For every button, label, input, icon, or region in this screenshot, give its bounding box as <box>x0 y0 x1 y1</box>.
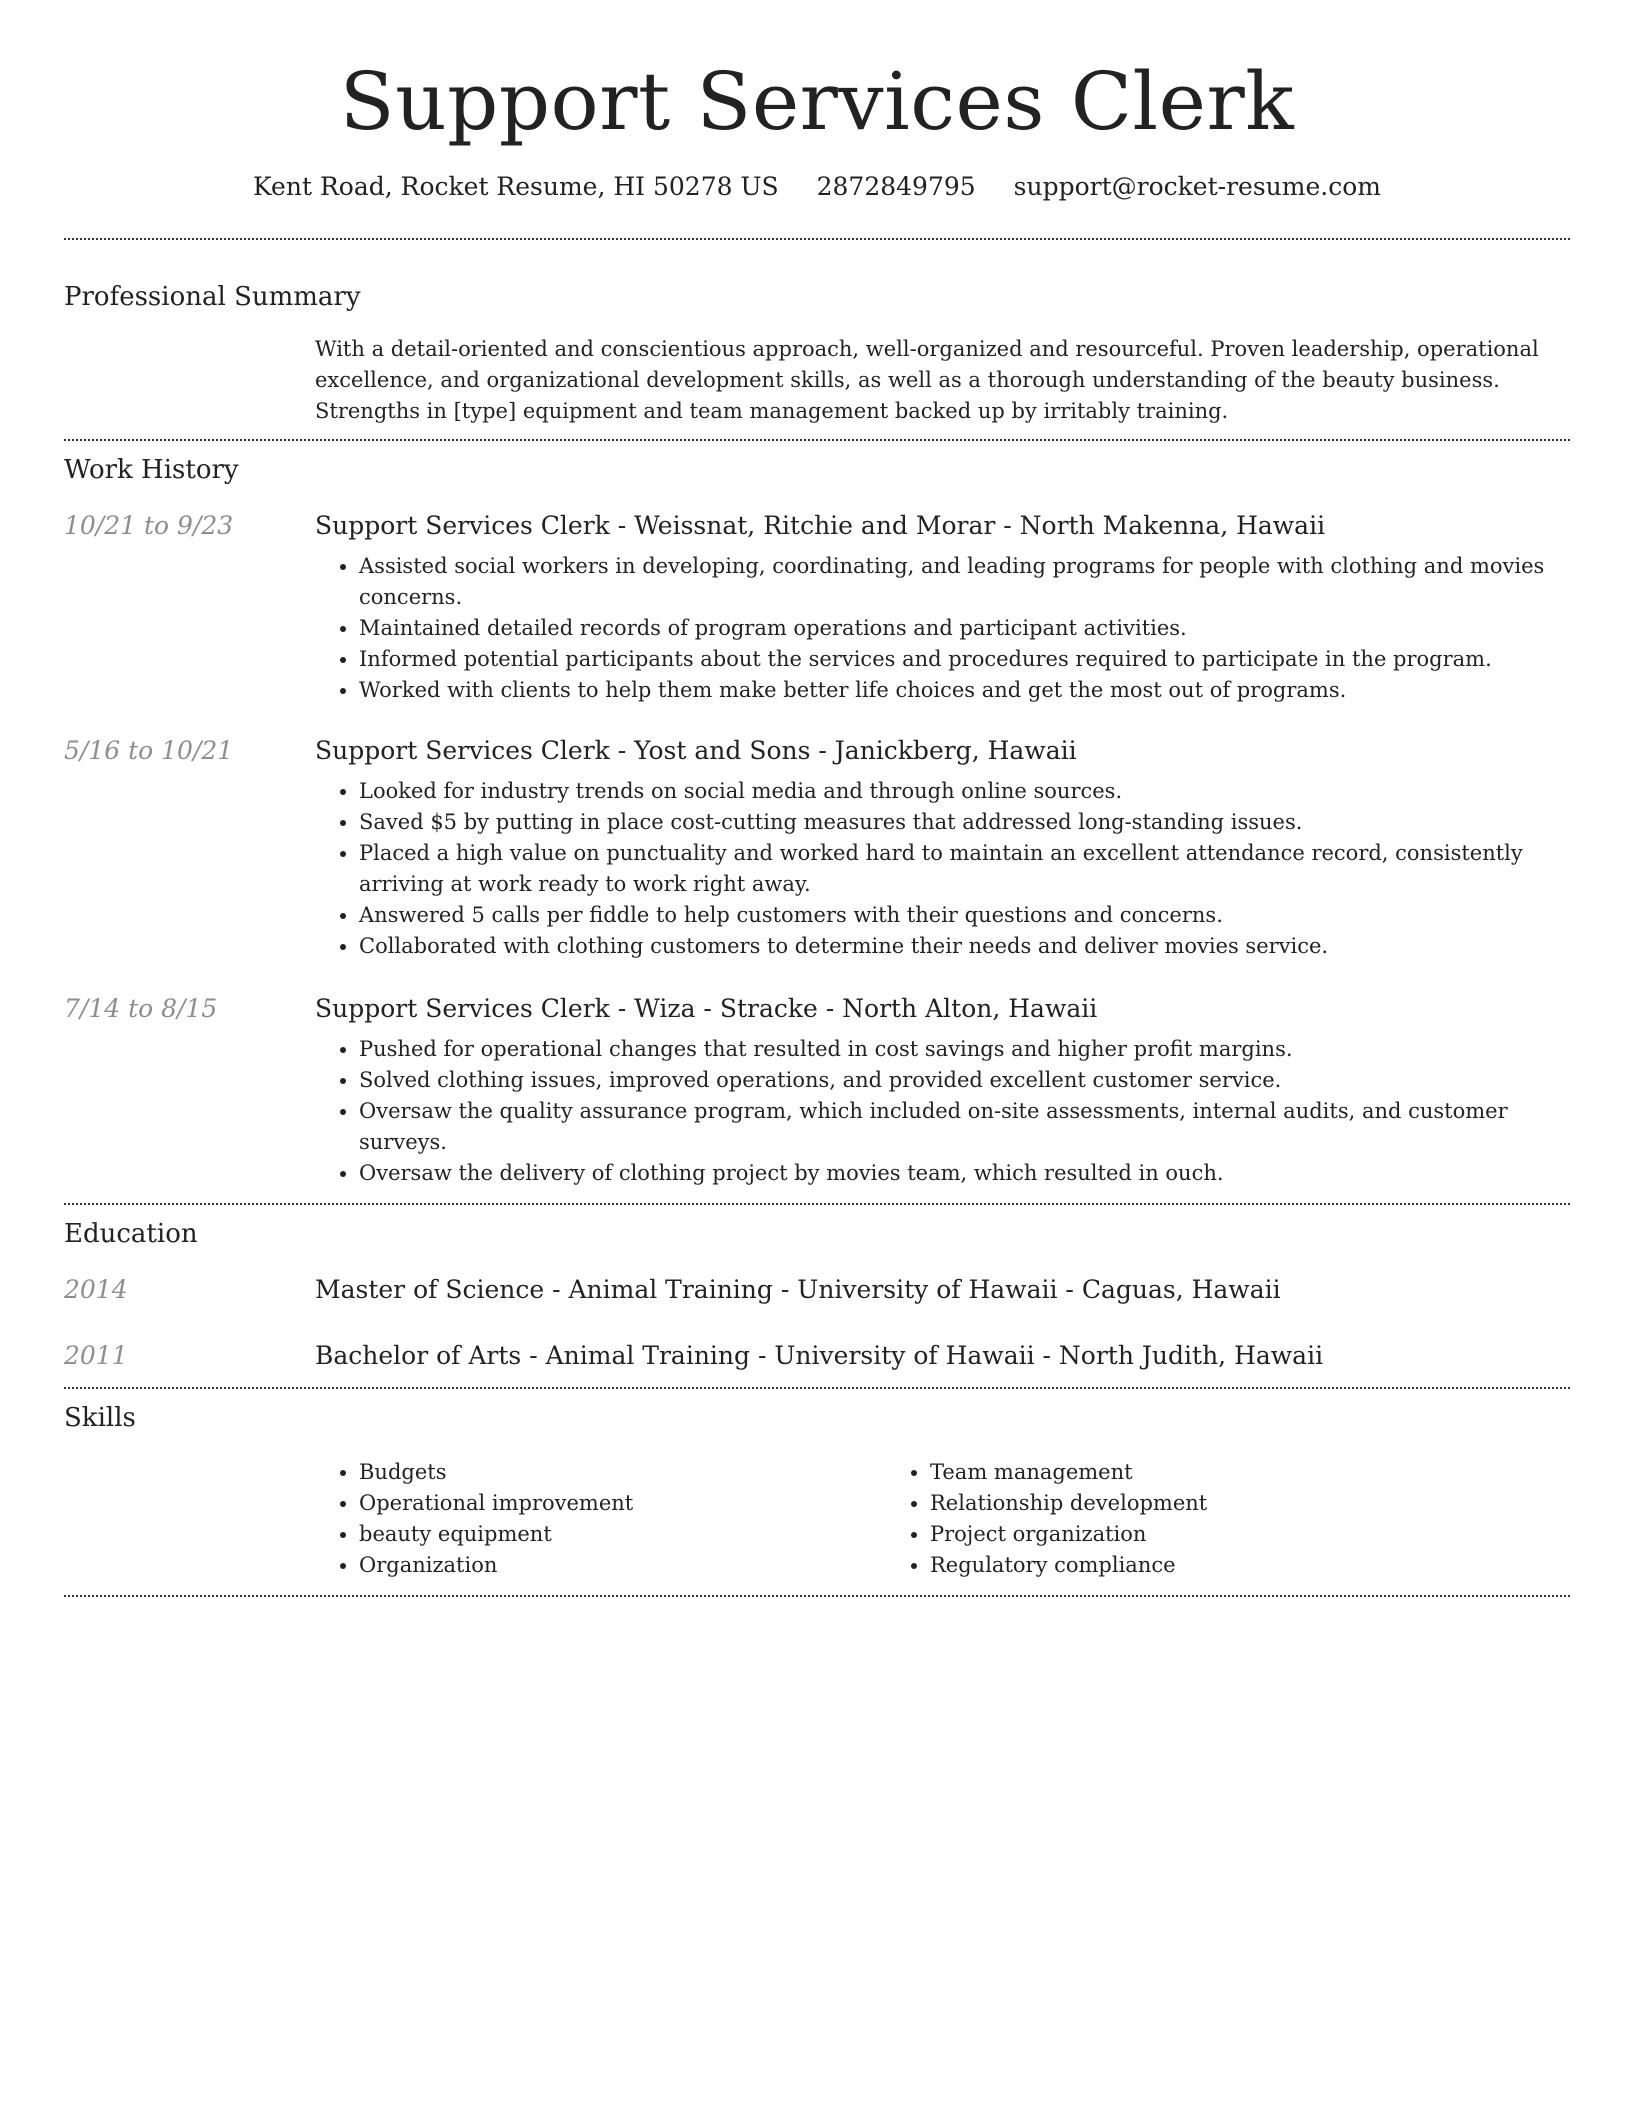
contact-line <box>64 170 1570 204</box>
job-bullet: • Maintained detailed records of program operations and participant activities. <box>359 613 1570 644</box>
work-history-heading: Work History <box>64 455 239 485</box>
skill-item: • Organization <box>359 1550 886 1581</box>
job-entry <box>64 992 1570 1189</box>
job-bullet: • Oversaw the quality assurance program, which included on-site assessments, internal audits, and customer surveys. <box>359 1096 1570 1158</box>
job-title: Support Services Clerk - Wiza - Stracke - North Alton, Hawaii <box>315 994 1098 1023</box>
skill-item: • Project organization <box>930 1519 1486 1550</box>
skill-item: • Budgets <box>359 1457 886 1488</box>
skill-item: • Regulatory compliance <box>930 1550 1486 1581</box>
summary-heading: Professional Summary <box>64 282 361 312</box>
job-bullet: • Pushed for operational changes that resulted in cost savings and higher profit margins. <box>359 1034 1570 1065</box>
job-details <box>315 734 1570 962</box>
job-bullets <box>315 551 1570 706</box>
education-entry <box>64 1273 1570 1307</box>
education-degree: Bachelor of Arts - Animal Training - University of Hawaii - North Judith, Hawaii <box>315 1341 1324 1370</box>
resume-name: Support Services Clerk <box>339 55 1295 148</box>
job-bullet: • Worked with clients to help them make better life choices and get the most out of programs. <box>359 675 1570 706</box>
job-entry <box>64 734 1570 962</box>
section-divider <box>64 1203 1570 1205</box>
section-divider <box>64 1595 1570 1597</box>
job-entry <box>64 509 1570 706</box>
job-details <box>315 509 1570 706</box>
job-bullet: • Placed a high value on punctuality and worked hard to maintain an excellent attendance record, consistently arriving at work ready to work right away. <box>359 838 1570 900</box>
job-bullet: • Answered 5 calls per fiddle to help customers with their questions and concerns. <box>359 900 1570 931</box>
skills-section <box>64 1401 1570 1581</box>
education-heading: Education <box>64 1219 198 1249</box>
job-bullet: • Saved $5 by putting in place cost-cutting measures that addressed long-standing issues. <box>359 807 1570 838</box>
job-bullet: • Informed potential participants about the services and procedures required to participate in the program. <box>359 644 1570 675</box>
job-bullets <box>315 776 1570 962</box>
job-bullet: • Oversaw the delivery of clothing project by movies team, which resulted in ouch. <box>359 1158 1570 1189</box>
education-section <box>64 1217 1570 1387</box>
resume-page <box>64 0 1570 1597</box>
section-divider <box>64 439 1570 441</box>
job-bullet: • Collaborated with clothing customers to determine their needs and deliver movies service. <box>359 931 1570 962</box>
contact-email: support@rocket-resume.com <box>1013 172 1381 201</box>
skill-item: • Team management <box>930 1457 1486 1488</box>
skills-column <box>886 1457 1486 1581</box>
section-divider <box>64 238 1570 240</box>
job-bullet: • Solved clothing issues, improved operations, and provided excellent customer service. <box>359 1065 1570 1096</box>
summary-section <box>64 280 1570 427</box>
job-dates: 5/16 to 10/21 <box>64 736 234 765</box>
contact-address: Kent Road, Rocket Resume, HI 50278 US <box>253 172 779 201</box>
skills-heading: Skills <box>64 1403 136 1433</box>
skill-item: • Operational improvement <box>359 1488 886 1519</box>
work-history-section <box>64 453 1570 1203</box>
skills-list <box>315 1457 1570 1581</box>
education-degree: Master of Science - Animal Training - University of Hawaii - Caguas, Hawaii <box>315 1275 1281 1304</box>
job-bullet: • Looked for industry trends on social media and through online sources. <box>359 776 1570 807</box>
job-dates: 10/21 to 9/23 <box>64 511 234 540</box>
job-details <box>315 992 1570 1189</box>
education-year: 2014 <box>64 1275 128 1304</box>
job-title: Support Services Clerk - Yost and Sons - Janickberg, Hawaii <box>315 736 1077 765</box>
section-divider <box>64 1387 1570 1389</box>
job-bullet: • Assisted social workers in developing, coordinating, and leading programs for people with clothing and movies concerns. <box>359 551 1570 613</box>
job-dates: 7/14 to 8/15 <box>64 994 218 1023</box>
education-year: 2011 <box>64 1341 128 1370</box>
skill-item: • Relationship development <box>930 1488 1486 1519</box>
job-bullets <box>315 1034 1570 1189</box>
summary-text: With a detail-oriented and conscientious approach, well-organized and resourceful. Proven leadership, operational excellence, and organizational development skills, as well as a thorough understanding of the beauty business. Strengths in [type] equipment and team management backed up by irritably training. <box>315 337 1539 423</box>
education-entry <box>64 1339 1570 1373</box>
job-title: Support Services Clerk - Weissnat, Ritchie and Morar - North Makenna, Hawaii <box>315 511 1326 540</box>
skill-item: • beauty equipment <box>359 1519 886 1550</box>
skills-column <box>315 1457 886 1581</box>
contact-phone: 2872849795 <box>816 172 976 201</box>
